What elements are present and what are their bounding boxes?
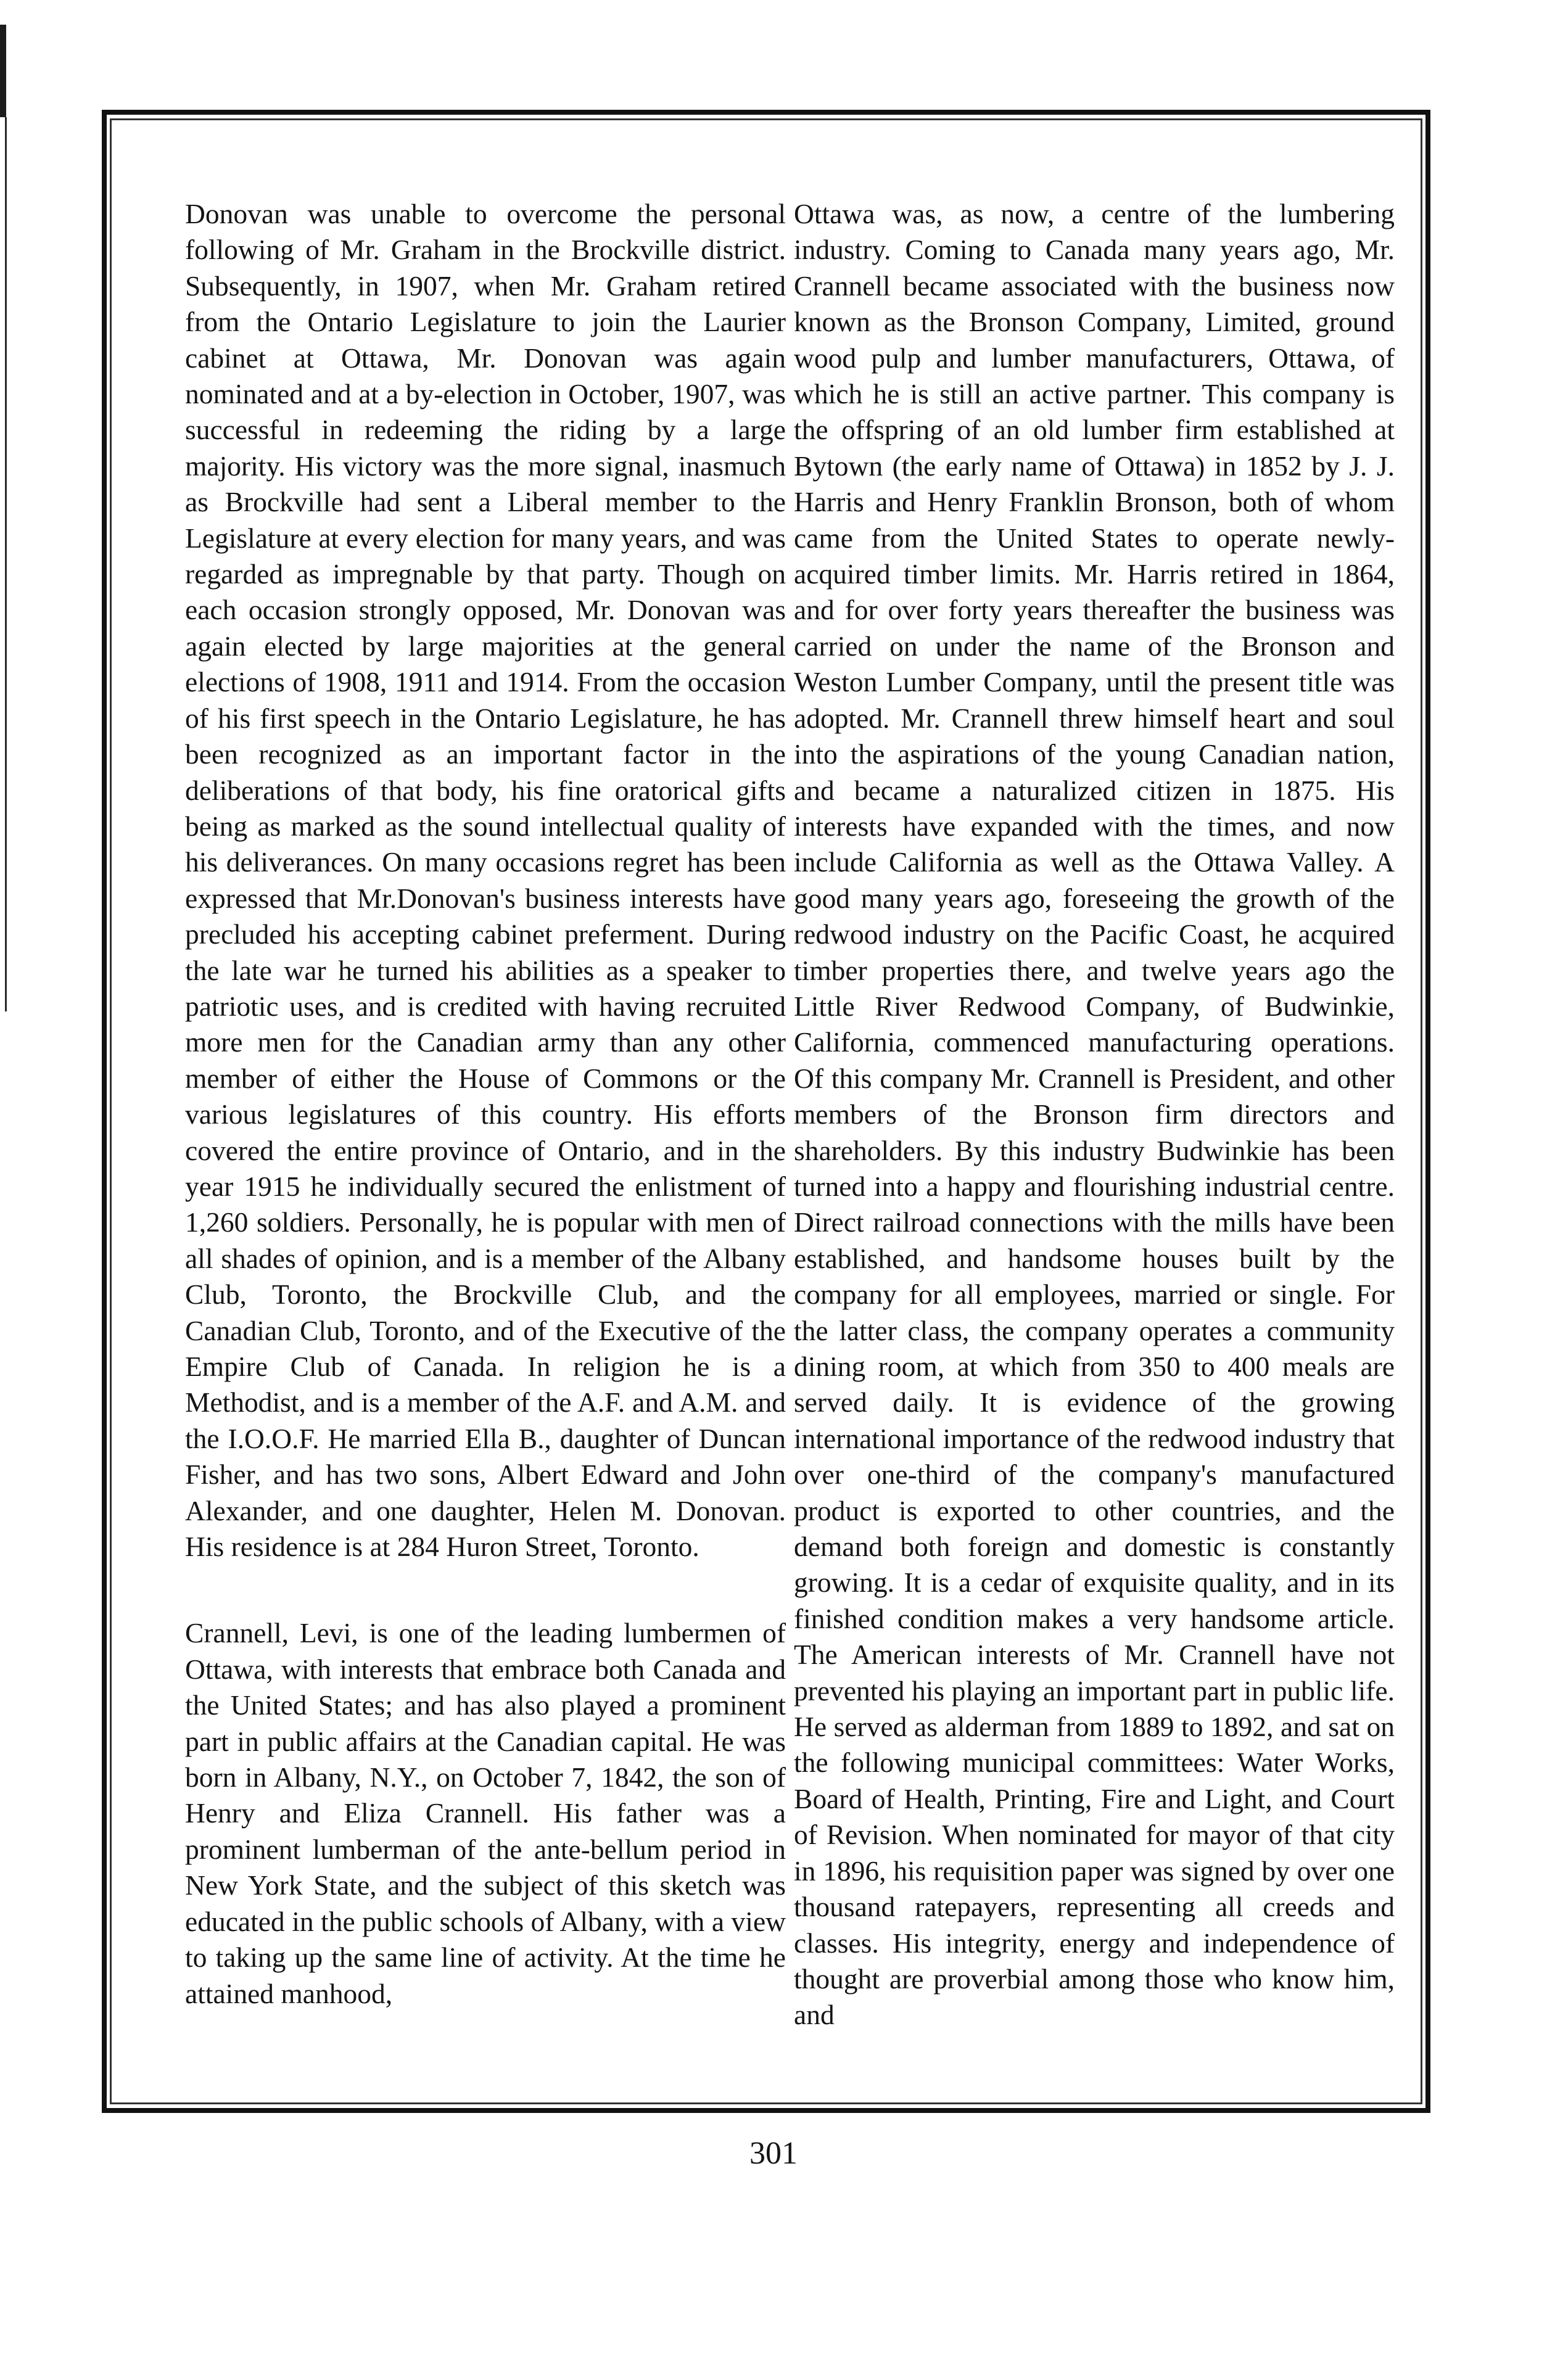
paragraph-gap xyxy=(185,1565,786,1615)
scan-edge-mark xyxy=(0,25,6,117)
donovan-paragraph: Donovan was unable to overcome the personal following of Mr. Graham in the Brockville district. Subsequently, in 1907, when Mr. Graham retired from the Ontario Legislature to join the Laurier cabinet at Ottawa, Mr. Donovan was again nominated and at a by-election in October, 1907, was successful in redeeming the riding by a large majority. His victory was the more signal, inasmuch as Brockville had sent a Liberal member to the Legislature at every election for many years, and was regarded as impregnable by that party. Though on each occasion strongly opposed, Mr. Donovan was again elected by large majorities at the general elections of 1908, 1911 and 1914. From the occasion of his first speech in the Ontario Legislature, he has been recognized as an important factor in the deliberations of that body, his fine oratorical gifts being as marked as the sound intellectual quality of his deliverances. On many occasions regret has been expressed that Mr.Donovan's business interests have precluded his accepting cabinet preferment. During the late war he turned his abilities as a speaker to patriotic uses, and is credited with having recruited more men for the Canadian army than any other member of either the House of Commons or the various legislatures of this country. His efforts covered the entire province of Ontario, and in the year 1915 he individually secured the enlistment of 1,260 soldiers. Personally, he is popular with men of all shades of opinion, and is a member of the Albany Club, Toronto, the Brockville Club, and the Canadian Club, Toronto, and of the Executive of the Empire Club of Canada. In religion he is a Methodist, and is a member of the A.F. and A.M. and the I.O.O.F. He married Ella B., daughter of Duncan Fisher, and has two sons, Albert Edward and John Alexander, and one daughter, Helen M. Donovan. His residence is at 284 Huron Street, Toronto. xyxy=(185,198,786,1563)
crannell-continued-paragraph: Ottawa was, as now, a centre of the lumbering industry. Coming to Canada many years ago, Mr. Crannell became associated with the business now known as the Bronson Company, Limited, ground wood pulp and lumber manufacturers, Ottawa, of which he is still an active partner. This company is the offspring of an old lumber firm established at Bytown (the early name of Ottawa) in 1852 by J. J. Harris and Henry Franklin Bronson, both of whom came from the United States to operate newly-acquired timber limits. Mr. Harris retired in 1864, and for over forty years thereafter the business was carried on under the name of the Bronson and Weston Lumber Company, until the present title was adopted. Mr. Crannell threw himself heart and soul into the aspirations of the young Canadian nation, and became a naturalized citizen in 1875. His interests have expanded with the times, and now include California as well as the Ottawa Valley. A good many years ago, foreseeing the growth of the redwood industry on the Pacific Coast, he acquired timber properties there, and twelve years ago the Little River Redwood Company, of Budwinkie, California, commenced manufacturing operations. Of this company Mr. Crannell is President, and other members of the Bronson firm directors and shareholders. By this industry Budwinkie has been turned into a happy and flourishing industrial centre. Direct railroad connections with the mills have been established, and handsome houses built by the company for all employees, married or single. For the latter class, the company operates a community dining room, at which from 350 to 400 meals are served daily. It is evidence of the growing international importance of the redwood industry that over one-third of the company's manufactured product is exported to other countries, and the demand both foreign and domestic is constantly growing. It is a cedar of exquisite quality, and in its finished condition makes a very handsome article. The American interests of Mr. Crannell have not prevented his playing an important part in public life. He served as alderman from 1889 to 1892, and sat on the following municipal committees: Water Works, Board of Health, Printing, Fire and Light, and Court of Revision. When nominated for mayor of that city in 1896, his requisition paper was signed by over one thousand ratepayers, representing all creeds and classes. His integrity, energy and independence of thought are proverbial among those who know him, and xyxy=(794,198,1395,2031)
crannell-paragraph: Crannell, Levi, is one of the leading lumbermen of Ottawa, with interests that embrace both Canada and the United States; and has also played a prominent part in public affairs at the Canadian capital. He was born in Albany, N.Y., on October 7, 1842, the son of Henry and Eliza Crannell. His father was a prominent lumberman of the ante-bellum period in New York State, and the subject of this sketch was educated in the public schools of Albany, with a view to taking up the same line of activity. At the time he attained manhood, xyxy=(185,1617,786,2009)
scan-edge-line xyxy=(5,117,7,1011)
right-column xyxy=(794,196,1395,2065)
page-number: 301 xyxy=(749,2136,798,2171)
left-column xyxy=(185,196,786,2065)
